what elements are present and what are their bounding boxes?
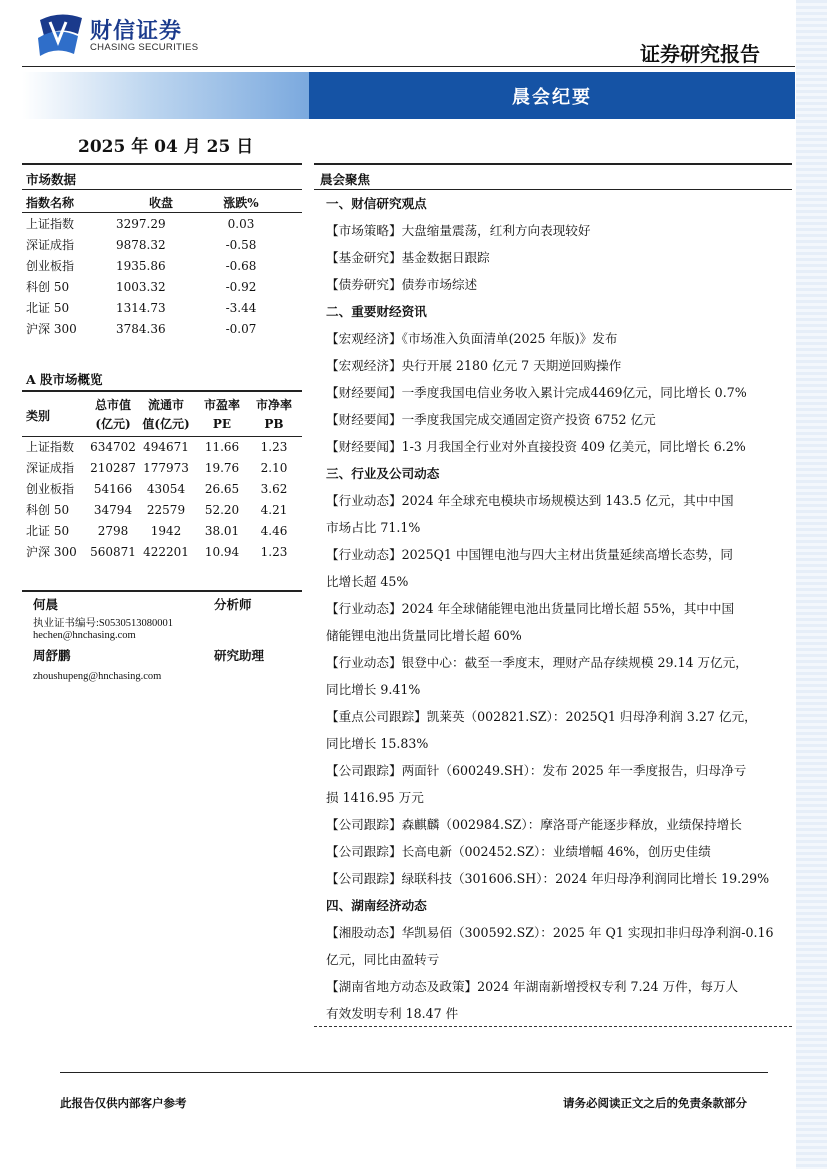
col-total-mktcap-l1: 总市值 bbox=[94, 398, 131, 412]
ashare-table bbox=[26, 394, 298, 562]
category-cell: 科创 50 bbox=[26, 503, 70, 517]
focus-end-dash bbox=[314, 1026, 792, 1027]
focus-item: 【行业动态】2024 年全球储能锂电池出货量同比增长超 55%，其中中国 bbox=[326, 601, 735, 616]
footer-disclaimer-left: 此报告仅供内部客户参考 bbox=[60, 1096, 187, 1110]
focus-item: 同比增长 9.41% bbox=[326, 682, 421, 697]
col-float-mktcap-l2: 值(亿元) bbox=[142, 417, 190, 431]
pe-cell: 11.66 bbox=[204, 439, 240, 454]
market-title: 市场数据 bbox=[26, 172, 77, 187]
pe-cell: 10.94 bbox=[204, 544, 240, 559]
table-row bbox=[26, 436, 298, 457]
focus-title: 晨会聚焦 bbox=[320, 172, 371, 187]
table-row bbox=[26, 457, 298, 478]
total-mktcap-cell: 2798 bbox=[97, 523, 129, 538]
pe-cell: 19.76 bbox=[204, 460, 240, 475]
total-mktcap-cell: 34794 bbox=[93, 502, 133, 517]
pe-cell: 38.01 bbox=[204, 523, 240, 538]
table-row bbox=[26, 520, 298, 541]
table-row bbox=[26, 234, 276, 255]
analyst-name-1: 何晨 bbox=[33, 597, 59, 612]
col-pb-l1: 市净率 bbox=[255, 398, 292, 412]
market-table bbox=[26, 192, 276, 339]
brand-name-en: CHASING SECURITIES bbox=[90, 42, 199, 53]
table-row bbox=[26, 541, 298, 562]
col-pe-l2: PE bbox=[212, 417, 232, 431]
table-row bbox=[26, 499, 298, 520]
index-name-cell: 科创 50 bbox=[26, 280, 70, 294]
header-rule bbox=[22, 66, 795, 67]
report-date: 2025 年 04 月 25 日 bbox=[78, 137, 254, 157]
index-name-cell: 北证 50 bbox=[26, 301, 70, 315]
focus-item: 亿元，同比由盈转亏 bbox=[326, 952, 440, 967]
brand-name: 财信证券 bbox=[90, 19, 183, 44]
pb-cell: 4.46 bbox=[260, 523, 288, 538]
total-mktcap-cell: 560871 bbox=[90, 544, 136, 559]
focus-item: 储能锂电池出货量同比增长超 60% bbox=[326, 628, 522, 643]
focus-item: 【行业动态】银登中心：截至一季度末，理财产品存续规模 29.14 万亿元， bbox=[326, 655, 748, 670]
focus-section-heading: 二、重要财经资讯 bbox=[326, 304, 427, 319]
market-header-rule bbox=[22, 212, 302, 213]
table-row bbox=[26, 297, 276, 318]
focus-item: 损 1416.95 万元 bbox=[326, 790, 424, 805]
close-cell: 3297.29 bbox=[116, 216, 166, 231]
analyst-email-1[interactable]: hechen@hnchasing.com bbox=[33, 630, 136, 641]
pb-cell: 1.23 bbox=[260, 544, 288, 559]
category-cell: 北证 50 bbox=[26, 524, 70, 538]
ashare-header-rule bbox=[22, 436, 302, 437]
category-cell: 沪深 300 bbox=[26, 545, 77, 559]
col-category: 类别 bbox=[26, 408, 51, 423]
ashare-top-rule bbox=[22, 390, 302, 392]
footer-disclaimer-right: 请务必阅读正文之后的免责条款部分 bbox=[563, 1096, 747, 1110]
col-total-mktcap-l2: (亿元) bbox=[95, 417, 131, 431]
focus-item: 【公司跟踪】森麒麟（002984.SZ）：摩洛哥产能逐步释放，业绩保持增长 bbox=[326, 817, 742, 832]
col-pb bbox=[250, 394, 298, 436]
focus-item: 【债券研究】债券市场综述 bbox=[326, 277, 478, 292]
focus-item: 【湘股动态】华凯易佰（300592.SZ）：2025 年 Q1 实现扣非归母净利润-0.16 bbox=[326, 925, 774, 940]
analyst-role-2: 研究助理 bbox=[214, 648, 265, 663]
index-name-cell: 深证成指 bbox=[26, 238, 75, 252]
pe-cell: 26.65 bbox=[204, 481, 240, 496]
analyst-email-2[interactable]: zhoushupeng@hnchasing.com bbox=[33, 671, 162, 682]
right-edge-strip bbox=[796, 0, 827, 1169]
focus-content bbox=[326, 190, 788, 1027]
change-cell: 0.03 bbox=[227, 216, 255, 231]
market-top-rule bbox=[22, 163, 302, 165]
float-mktcap-cell: 422201 bbox=[143, 544, 189, 559]
col-pe-l1: 市盈率 bbox=[203, 398, 240, 412]
total-mktcap-cell: 210287 bbox=[90, 460, 136, 475]
focus-section-heading: 四、湖南经济动态 bbox=[326, 898, 427, 913]
total-mktcap-cell: 54166 bbox=[93, 481, 133, 496]
float-mktcap-cell: 1942 bbox=[150, 523, 182, 538]
pb-cell: 4.21 bbox=[260, 502, 288, 517]
col-pe bbox=[194, 394, 250, 436]
pe-cell: 52.20 bbox=[204, 502, 240, 517]
float-mktcap-cell: 494671 bbox=[143, 439, 189, 454]
change-cell: -0.68 bbox=[225, 258, 257, 273]
index-name-cell: 上证指数 bbox=[26, 217, 75, 231]
table-row bbox=[26, 255, 276, 276]
float-mktcap-cell: 177973 bbox=[143, 460, 189, 475]
banner-gradient bbox=[22, 72, 309, 119]
col-index-name: 指数名称 bbox=[26, 196, 75, 210]
focus-item: 【公司跟踪】绿联科技（301606.SH）：2024 年归母净利润同比增长 19.29% bbox=[326, 871, 770, 886]
focus-item: 【财经要闻】一季度我国完成交通固定资产投资 6752 亿元 bbox=[326, 412, 656, 427]
focus-item: 【行业动态】2024 年全球充电模块市场规模达到 143.5 亿元，其中中国 bbox=[326, 493, 734, 508]
pb-cell: 1.23 bbox=[260, 439, 288, 454]
close-cell: 1935.86 bbox=[116, 258, 166, 273]
table-row bbox=[26, 478, 298, 499]
focus-item: 市场占比 71.1% bbox=[326, 520, 421, 535]
ashare-header-row bbox=[26, 394, 298, 436]
focus-section-heading: 三、行业及公司动态 bbox=[326, 466, 440, 481]
pb-cell: 3.62 bbox=[260, 481, 288, 496]
focus-item: 有效发明专利 18.47 件 bbox=[326, 1006, 459, 1021]
table-row bbox=[26, 213, 276, 234]
focus-item: 【宏观经济】央行开展 2180 亿元 7 天期逆回购操作 bbox=[326, 358, 622, 373]
company-logo-icon bbox=[36, 12, 86, 58]
analyst-top-rule bbox=[22, 590, 302, 592]
close-cell: 3784.36 bbox=[116, 321, 166, 336]
table-row bbox=[26, 276, 276, 297]
focus-item: 【公司跟踪】两面针（600249.SH）：发布 2025 年一季度报告，归母净亏 bbox=[326, 763, 747, 778]
analyst-role-1: 分析师 bbox=[214, 597, 252, 612]
focus-item: 【基金研究】基金数据日跟踪 bbox=[326, 250, 490, 265]
focus-item: 【公司跟踪】长高电新（002452.SZ）：业绩增幅 46%，创历史佳绩 bbox=[326, 844, 711, 859]
change-cell: -0.07 bbox=[225, 321, 257, 336]
focus-item: 【市场策略】大盘缩量震荡，红利方向表现较好 bbox=[326, 223, 591, 238]
category-cell: 创业板指 bbox=[26, 482, 75, 496]
change-cell: -0.92 bbox=[225, 279, 257, 294]
market-header-row bbox=[26, 192, 276, 213]
index-name-cell: 沪深 300 bbox=[26, 322, 77, 336]
change-cell: -0.58 bbox=[225, 237, 257, 252]
focus-section-heading: 一、财信研究观点 bbox=[326, 196, 427, 211]
title-banner bbox=[22, 72, 795, 119]
col-change: 涨跌% bbox=[223, 196, 259, 210]
index-name-cell: 创业板指 bbox=[26, 259, 75, 273]
ashare-title: A 股市场概览 bbox=[26, 372, 103, 387]
col-total-mktcap bbox=[88, 394, 138, 436]
focus-item: 【湖南省地方动态及政策】2024 年湖南新增授权专利 7.24 万件，每万人 bbox=[326, 979, 739, 994]
pb-cell: 2.10 bbox=[260, 460, 288, 475]
report-type: 证券研究报告 bbox=[640, 42, 760, 66]
focus-item: 【行业动态】2025Q1 中国锂电池与四大主材出货量延续高增长态势，同 bbox=[326, 547, 734, 562]
col-pb-l2: PB bbox=[264, 417, 284, 431]
category-cell: 上证指数 bbox=[26, 440, 75, 454]
banner-title: 晨会纪要 bbox=[512, 86, 592, 108]
analyst-cert-1: 执业证书编号:S0530513080001 bbox=[33, 618, 174, 629]
col-float-mktcap-l1: 流通市 bbox=[147, 398, 184, 412]
analyst-name-2: 周舒鹏 bbox=[33, 648, 71, 663]
focus-item: 【宏观经济】《市场准入负面清单(2025 年版)》发布 bbox=[326, 331, 618, 346]
focus-item: 【重点公司跟踪】凯莱英（002821.SZ）：2025Q1 归母净利润 3.27 亿元， bbox=[326, 709, 757, 724]
category-cell: 深证成指 bbox=[26, 461, 75, 475]
footer-rule bbox=[60, 1072, 768, 1073]
change-cell: -3.44 bbox=[225, 300, 257, 315]
float-mktcap-cell: 22579 bbox=[146, 502, 186, 517]
col-float-mktcap bbox=[138, 394, 194, 436]
banner-title-box bbox=[309, 72, 795, 119]
float-mktcap-cell: 43054 bbox=[146, 481, 186, 496]
total-mktcap-cell: 634702 bbox=[90, 439, 136, 454]
focus-item: 【财经要闻】一季度我国电信业务收入累计完成4469亿元，同比增长 0.7% bbox=[326, 385, 747, 400]
close-cell: 1003.32 bbox=[116, 279, 166, 294]
table-row bbox=[26, 318, 276, 339]
col-close: 收盘 bbox=[148, 196, 173, 210]
focus-item: 【财经要闻】1-3 月我国全行业对外直接投资 409 亿美元，同比增长 6.2% bbox=[326, 439, 746, 454]
close-cell: 9878.32 bbox=[116, 237, 166, 252]
focus-top-rule bbox=[314, 163, 792, 165]
focus-item: 比增长超 45% bbox=[326, 574, 409, 589]
close-cell: 1314.73 bbox=[116, 300, 166, 315]
market-title-rule bbox=[22, 189, 302, 190]
focus-item: 同比增长 15.83% bbox=[326, 736, 429, 751]
